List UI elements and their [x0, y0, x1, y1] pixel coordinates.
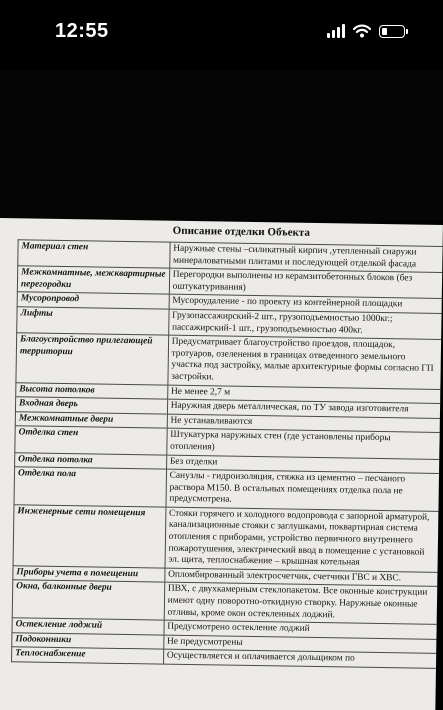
- cellular-signal-icon: [327, 24, 345, 38]
- wifi-icon: [353, 24, 371, 38]
- row-label: Теплоснабжение: [12, 647, 164, 664]
- row-label: Мусоропровод: [17, 292, 169, 309]
- row-label: Материал стен: [18, 240, 170, 269]
- status-time: 12:55: [55, 20, 109, 42]
- row-label: Инженерные сети помещения: [13, 505, 166, 568]
- row-label: Окна, балконные двери: [12, 580, 164, 620]
- row-value: Предусматривает благоустройство проездов, площадок, тротуаров, озеленения в границах отведенного земельного участка под застройку, малые архитектурные формы согласно ГП застройки.: [168, 335, 442, 389]
- row-value: Санузлы - гидроизоляция, стяжка из цементно – песчаного раствора М150. В остальных помещениях отделка пола не предусмотрена.: [166, 469, 440, 511]
- row-value: Без отделки: [166, 455, 439, 474]
- row-label: Высота потолков: [16, 382, 168, 399]
- row-label: Межкомнатные, межквартирные перегородки: [17, 266, 169, 295]
- table-row: [16, 333, 442, 389]
- row-label: Отделка пола: [14, 467, 166, 507]
- row-value: Мусороудаление - по проекту из контейнерной площадки: [169, 295, 442, 314]
- table-row: [14, 467, 440, 511]
- row-value: Перегородки выполнены из керамзитобетонных блоков (без оштукатуривания): [169, 268, 443, 298]
- row-value: Стояки горячего и холодного водопровода с запорной арматурой, канализационные стояки с заглушками, поквартирная система отопления с приборами, устройство первичного внутреннего пожаротушения, электрический ввод в помещение с установкой эл. щита, теплоснабжение – крышная котельная: [165, 507, 439, 572]
- row-label: Отделка потолка: [15, 452, 167, 469]
- finish-spec-table: [11, 239, 443, 669]
- row-label: Отделка стен: [15, 426, 167, 455]
- row-value: Штукатурка наружных стен (где установлены приборы отопления): [167, 428, 441, 458]
- document-photo: [0, 218, 443, 710]
- row-value: Грузопассажирский-2 шт., грузоподъемностью 1000кг.; пассажирский-1 шт., грузоподъемностью 400кг.: [168, 309, 442, 339]
- row-value: Предусмотрено остекление лоджий: [164, 620, 437, 639]
- status-icons: [327, 24, 405, 38]
- row-label: Благоустройство прилегающей территории: [16, 333, 168, 385]
- row-label: Лифты: [17, 307, 169, 336]
- table-row: [12, 580, 438, 624]
- row-value: Осуществляется и оплачивается дольщиком по: [163, 650, 436, 669]
- row-label: Межкомнатные двери: [15, 411, 167, 428]
- battery-icon: [379, 25, 405, 38]
- row-value: Наружная дверь металлическая, по ТУ завода изготовителя: [167, 399, 440, 418]
- document-title: Описание отделки Объекта: [172, 224, 310, 239]
- row-label: Приборы учета в помещении: [13, 566, 165, 583]
- row-label: Подоконники: [12, 633, 164, 650]
- table-row: [13, 505, 439, 573]
- row-label: Входная дверь: [15, 397, 167, 414]
- row-value: Не устанавливаются: [167, 414, 440, 433]
- row-value: Не предусмотрены: [163, 635, 436, 654]
- photo-dark-background: [0, 70, 443, 220]
- status-bar: [0, 0, 443, 70]
- row-value: ПВХ, с двухкамерным стеклопакетом. Все оконные конструкции имеют одну поворотно-откидную створку. Наружные оконные отливы, кроме окон остекленных лоджий.: [164, 583, 438, 625]
- row-value: Не менее 2,7 м: [167, 385, 440, 404]
- row-value: Опломбированный электросчетчик, счетчики ГВС и ХВС.: [164, 568, 437, 587]
- row-value: Наружные стены –силикатный кирпич ,утепленный снаружи минераловатными плитами и последующей отделкой фасада: [169, 242, 443, 272]
- row-label: Остекление лоджий: [12, 618, 164, 635]
